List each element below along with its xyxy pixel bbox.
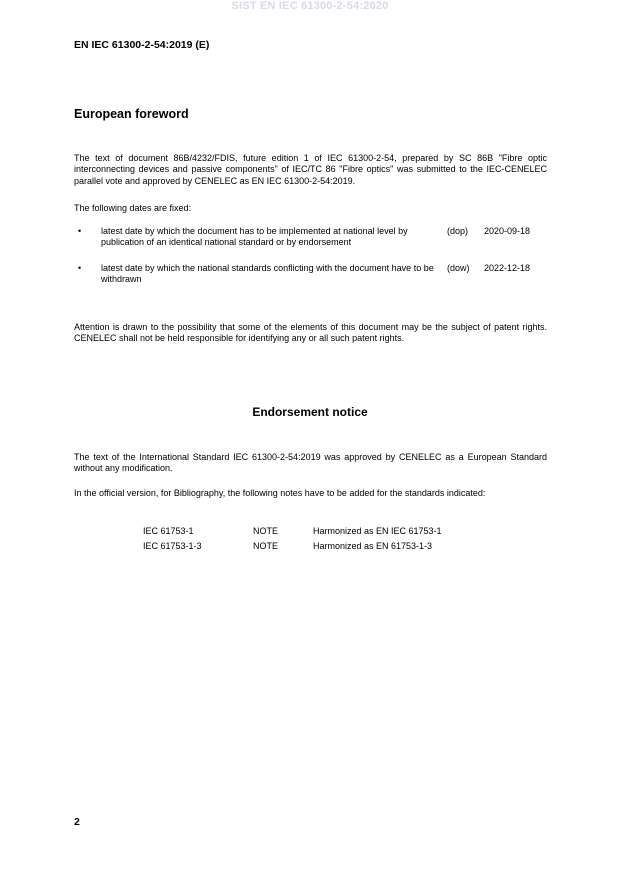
dates-intro: The following dates are fixed: [74,203,192,213]
date-item-date: 2022-12-18 [484,263,531,273]
bullet-marker: • [78,263,82,273]
bibliography-note-intro: In the official version, for Bibliography, the following notes have to be added for the standards indicated: [74,488,486,498]
endorsement-heading: Endorsement notice [252,405,368,419]
date-item-dop [0,226,620,250]
foreword-paragraph: The text of document 86B/4232/FDIS, future edition 1 of IEC 61300-2-54, prepared by SC 86B "Fibre optic interconnecting devices and passive components" of IEC/TC 86 "Fibre optics" was submitted to the IEC-CENELEC parallel vote and approved by CENELEC as EN IEC 61300-2-54:2019. [74,153,547,186]
note-text: Harmonized as EN IEC 61753-1 [313,526,442,536]
note-label: NOTE [253,526,279,536]
patent-attention-paragraph: Attention is drawn to the possibility that some of the elements of this document may be the subject of patent rights. CENELEC shall not be held responsible for identifying any or all such patent rights. [74,322,547,344]
foreword-heading: European foreword [74,107,189,121]
note-text: Harmonized as EN 61753-1-3 [313,541,433,551]
page-number: 2 [74,816,80,828]
date-item-date: 2020-09-18 [484,226,531,236]
date-item-text: latest date by which the national standards conflicting with the document have to be withdrawn [101,263,434,285]
watermark: SIST EN IEC 61300-2-54:2020 [231,0,389,12]
bullet-marker: • [78,226,82,236]
endorsement-paragraph: The text of the International Standard IEC 61300-2-54:2019 was approved by CENELEC as a European Standard without any modification. [74,452,547,474]
standard-number: IEC 61753-1 [143,526,194,536]
document-id: EN IEC 61300-2-54:2019 (E) [74,39,210,51]
note-label: NOTE [253,541,279,551]
date-item-code: (dop) [447,226,469,236]
date-item-text: latest date by which the document has to be implemented at national level by publication of an identical national standard or by endorsement [101,226,408,248]
standard-note-row [0,524,620,539]
date-item-code: (dow) [447,263,470,273]
standard-number: IEC 61753-1-3 [143,541,202,551]
standard-note-row [0,539,620,554]
date-item-dow [0,263,620,287]
